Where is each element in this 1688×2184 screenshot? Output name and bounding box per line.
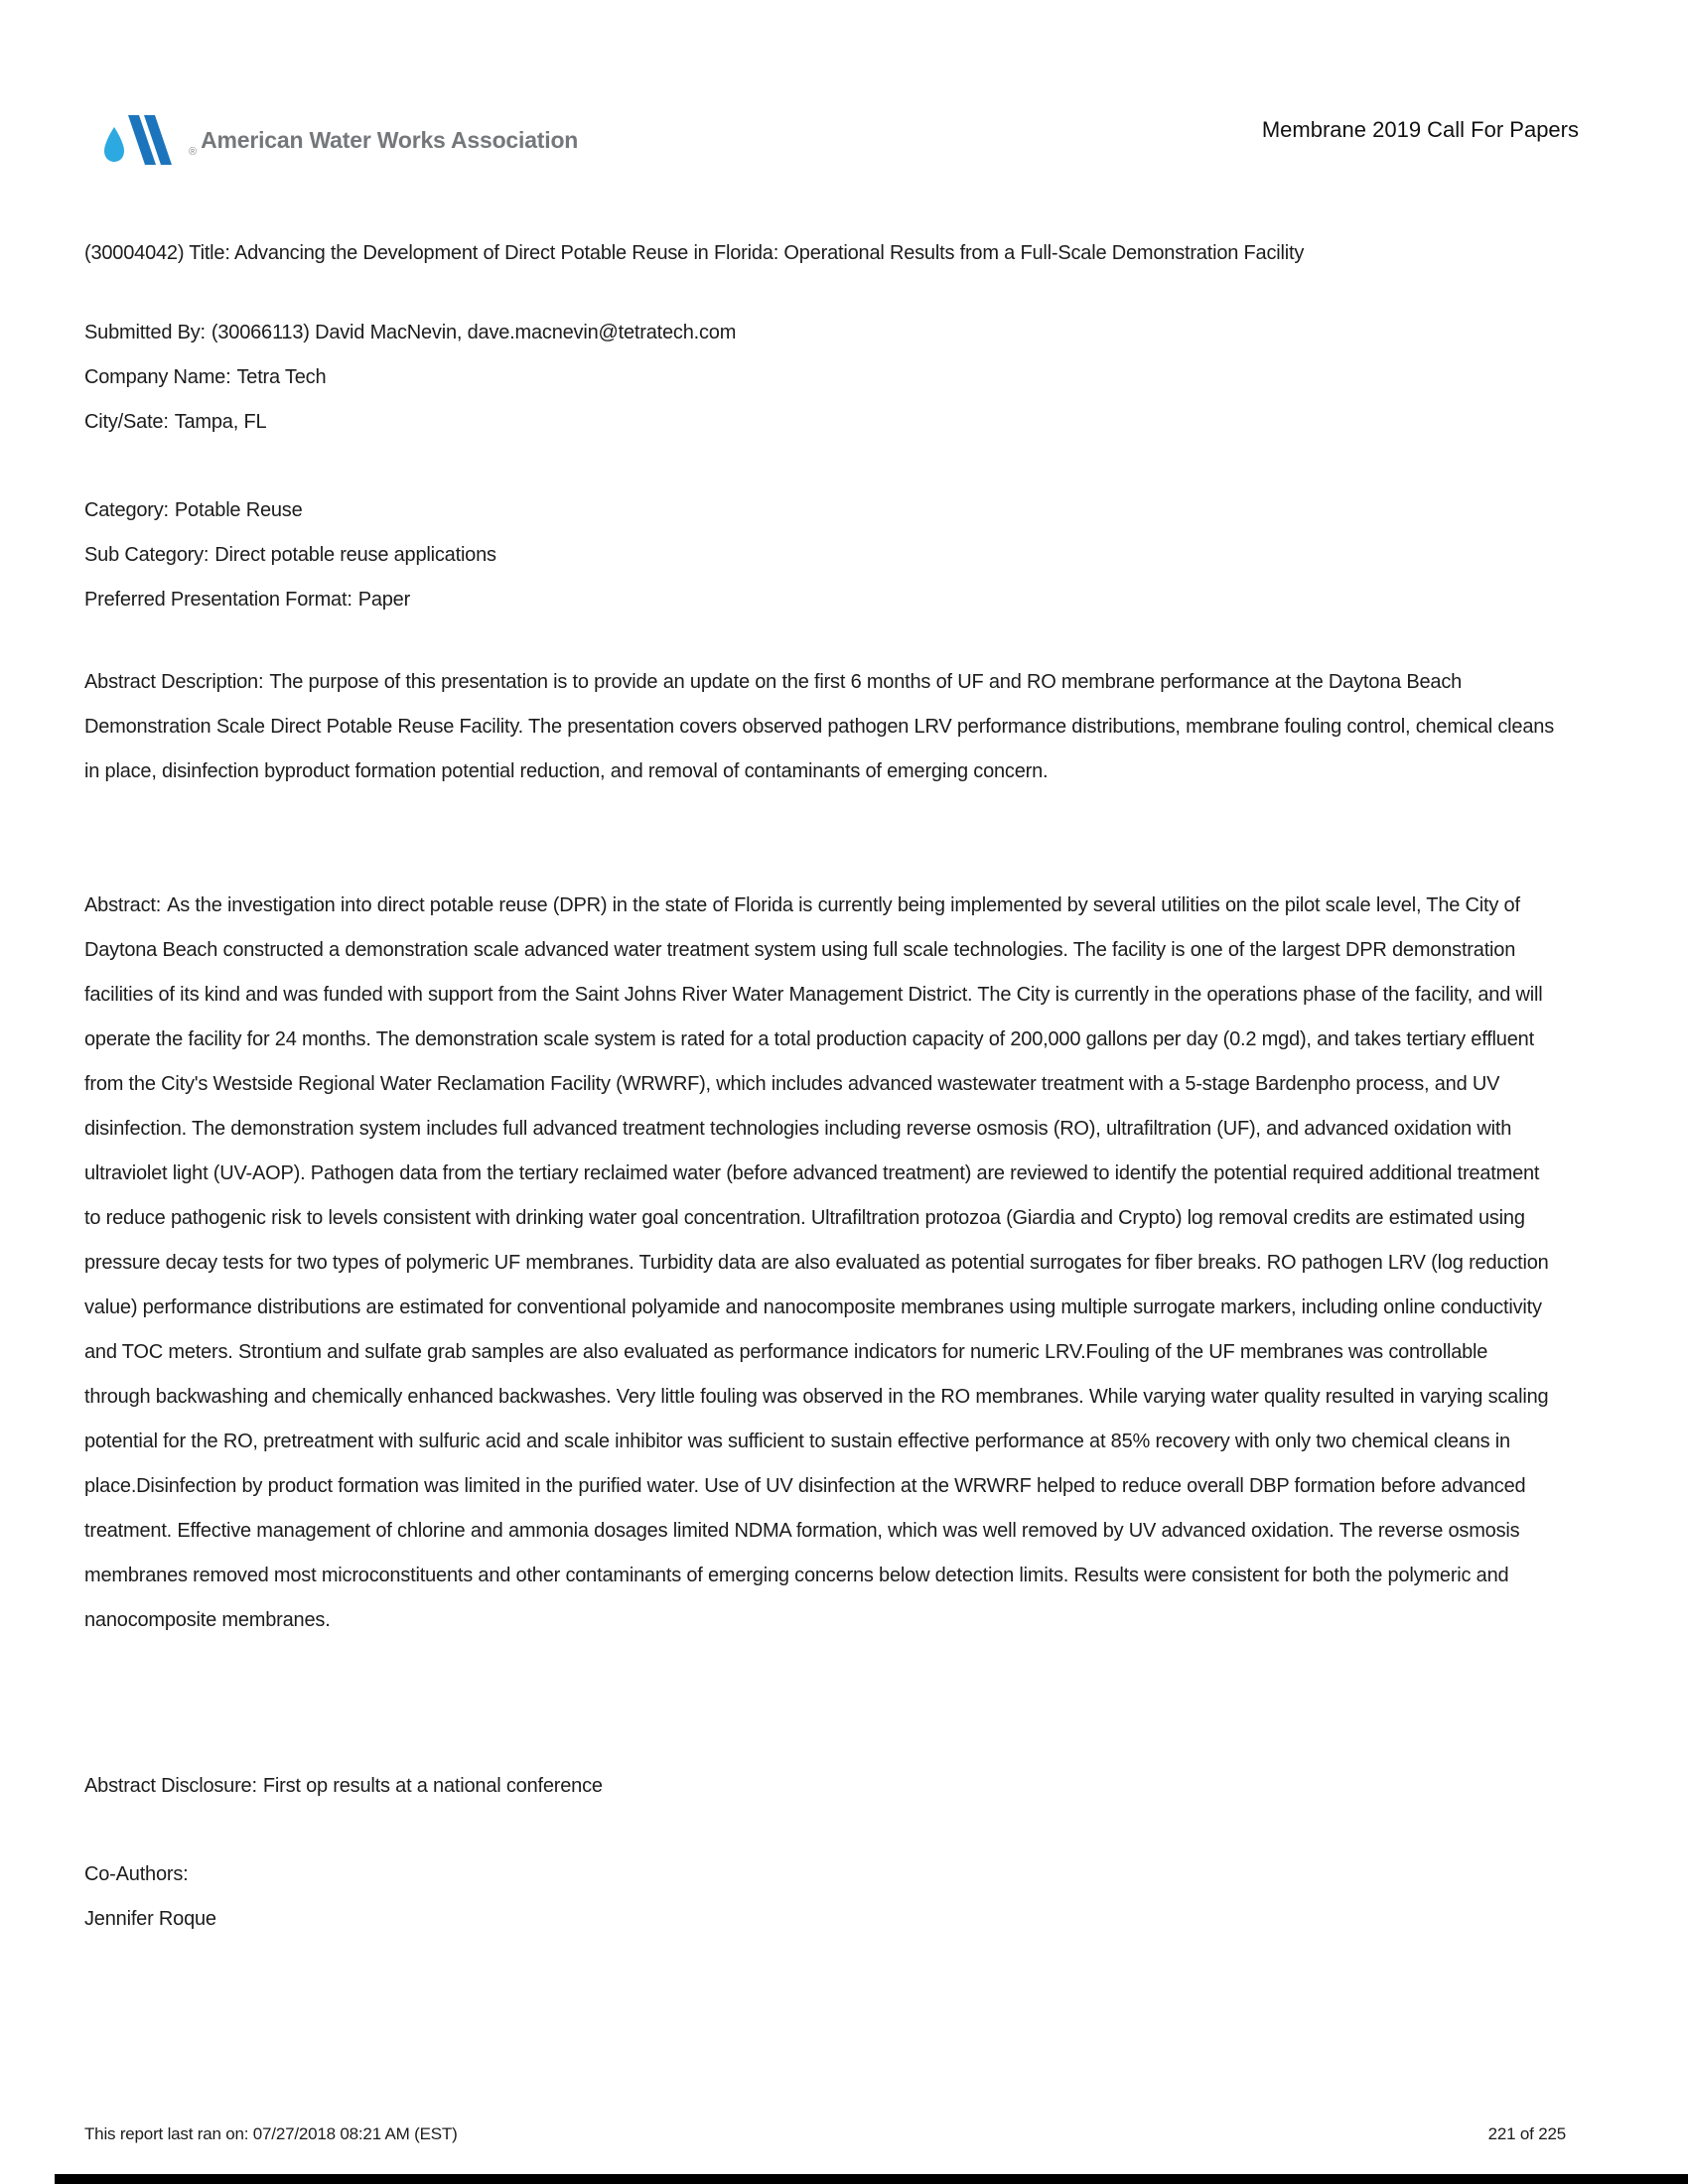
field-label: Submitted By:	[84, 322, 206, 343]
co-authors-block	[84, 1852, 216, 1942]
field-label: Abstract Disclosure:	[84, 1775, 257, 1797]
field-label: Preferred Presentation Format:	[84, 589, 352, 611]
bottom-bar	[55, 2174, 1688, 2184]
field-label: Abstract Description:	[84, 671, 264, 693]
co-author-name: Jennifer Roque	[84, 1908, 216, 1930]
field-submitted-by	[84, 311, 1628, 355]
field-value: First op results at a national conference	[262, 1775, 603, 1797]
field-city-state	[84, 400, 1628, 445]
registered-trademark: ®	[189, 146, 198, 158]
field-value: (30066113) David MacNevin, dave.macnevin@tetratech.com	[211, 322, 737, 343]
submission-title: (30004042) Title: Advancing the Development of Direct Potable Reuse in Florida: Operational Results from a Full-Scale Demonstration Facility	[84, 242, 1305, 264]
abstract-disclosure	[84, 1764, 1554, 1809]
field-value: Tetra Tech	[236, 366, 327, 388]
field-value: The purpose of this presentation is to provide an update on the first 6 months of UF and RO membrane performance at the Daytona Beach Demonstration Scale Direct Potable Reuse Facility. The presentation covers observed pathogen LRV performance distributions, membrane fouling control, chemical cleans in place, disinfection byproduct formation potential reduction, and removal of contaminants of emerging concern.	[84, 671, 1554, 782]
field-category	[84, 488, 1628, 533]
field-value: Potable Reuse	[174, 499, 303, 521]
field-label: Category:	[84, 499, 169, 521]
field-label: City/Sate:	[84, 411, 169, 433]
abstract-description	[84, 660, 1554, 794]
field-presentation-format	[84, 578, 1628, 622]
category-block	[84, 488, 1628, 622]
field-value: As the investigation into direct potable reuse (DPR) in the state of Florida is currently being implemented by several utilities on the pilot scale level, The City of Daytona Beach constructed a demonstration scale advanced water treatment system using full scale technologies. The facility is one of the largest DPR demonstration facilities of its kind and was funded with support from the Saint Johns River Water Management District. The City is currently in the operations phase of the facility, and will operate the facility for 24 months. The demonstration scale system is rated for a total production capacity of 200,000 gallons per day (0.2 mgd), and takes tertiary effluent from the City's Westside Regional Water Reclamation Facility (WRWRF), which includes advanced wastewater treatment with a 5-stage Bardenpho process, and UV disinfection. The demonstration system includes full advanced treatment technologies including reverse osmosis (RO), ultrafiltration (UF), and advanced oxidation with ultraviolet light (UV-AOP). Pathogen data from the tertiary reclaimed water (before advanced treatment) are reviewed to identify the potential required additional treatment to reduce pathogenic risk to levels consistent with drinking water goal concentration. Ultrafiltration protozoa (Giardia and Crypto) log removal credits are estimated using pressure decay tests for two types of polymeric UF membranes. Turbidity data are also evaluated as potential surrogates for fiber breaks. RO pathogen LRV (log reduction value) performance distributions are estimated for conventional polyamide and nanocomposite membranes using multiple surrogate markers, including online conductivity and TOC meters. Strontium and sulfate grab samples are also evaluated as performance indicators for numeric LRV.Fouling of the UF membranes was controllable through backwashing and chemically enhanced backwashes. Very little fouling was observed in the RO membranes. While varying water quality resulted in varying scaling potential for the RO, pretreatment with sulfuric acid and scale inhibitor was sufficient to sustain effective performance at 85% recovery with only two chemical cleans in place.Disinfection by product formation was limited in the purified water. Use of UV disinfection at the WRWRF helped to reduce overall DBP formation before advanced treatment. Effective management of chlorine and ammonia dosages limited NDMA formation, which was well removed by UV advanced oxidation. The reverse osmosis membranes removed most microconstituents and other contaminants of emerging concerns below detection limits. Results were consistent for both the polymeric and nanocomposite membranes.	[84, 894, 1549, 1631]
field-label: Sub Category:	[84, 544, 210, 566]
field-label: Company Name:	[84, 366, 231, 388]
awwa-logo-icon	[102, 115, 194, 165]
submitted-block	[84, 311, 1628, 445]
field-label: Abstract:	[84, 894, 162, 916]
field-value: Direct potable reuse applications	[214, 544, 496, 566]
field-value: Paper	[357, 589, 411, 611]
co-authors-label: Co-Authors:	[84, 1863, 189, 1885]
field-sub-category	[84, 533, 1628, 578]
awwa-logo	[102, 115, 578, 165]
report-title: Membrane 2019 Call For Papers	[1261, 117, 1579, 142]
footer-last-ran: This report last ran on: 07/27/2018 08:21 AM (EST)	[84, 2124, 458, 2143]
footer-page-number: 221 of 225	[1487, 2124, 1566, 2143]
field-value: Tampa, FL	[174, 411, 267, 433]
field-company-name	[84, 355, 1628, 400]
awwa-logo-text: American Water Works Association	[201, 126, 579, 153]
abstract	[84, 884, 1554, 1643]
